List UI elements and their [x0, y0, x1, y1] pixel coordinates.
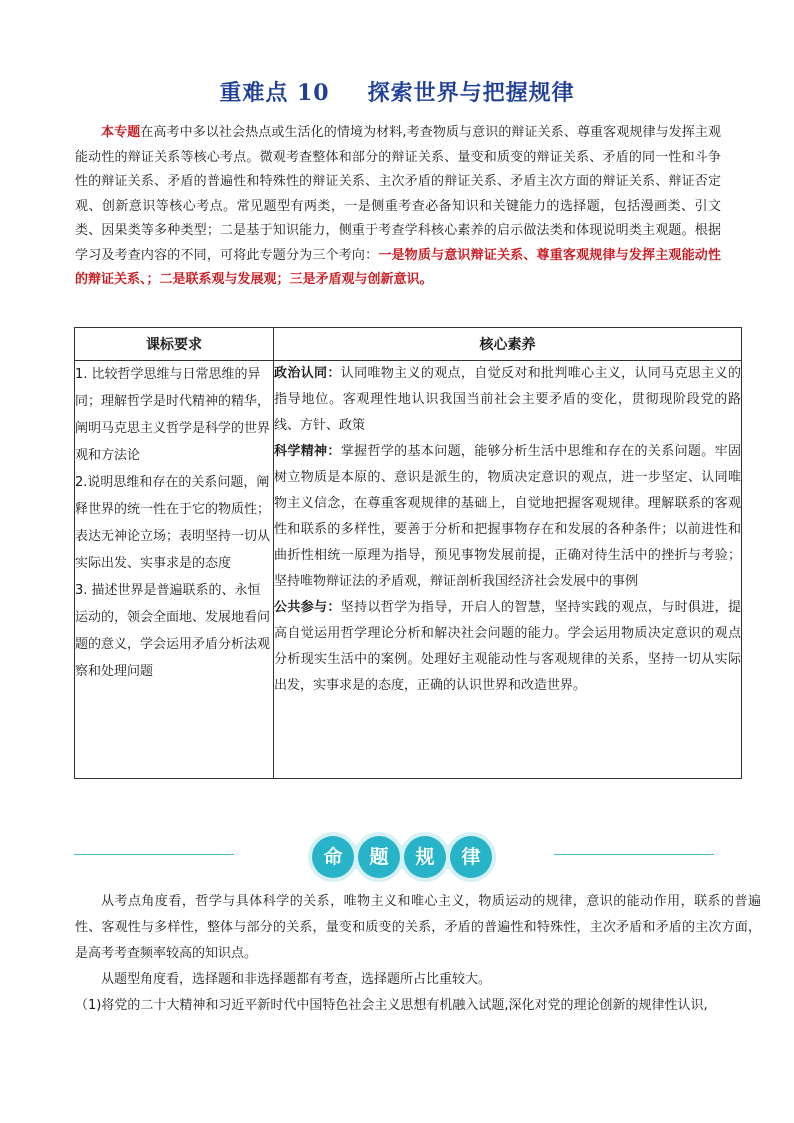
- literacy-text: 认同唯物主义的观点，自觉反对和批判唯心主义，认同马克思主义的指导地位。客观理性地认识我国当前社会主要矛盾的变化，贯彻现阶段党的路线、方针、政策: [274, 366, 741, 433]
- banner-char: 命: [312, 836, 354, 878]
- body-paragraph: （1)将党的二十大精神和习近平新时代中国特色社会主义思想有机融入试题,深化对党的理论创新的规律性认识,: [75, 998, 708, 1013]
- title-number: 重难点 10: [219, 80, 330, 106]
- literacy-label: 科学精神：: [274, 444, 341, 459]
- literacy-item: [274, 595, 741, 699]
- intro-body: 在高考中多以社会热点或生活化的情境为材料,考查物质与意识的辩证关系、尊重客观规律与发挥主观能动性的辩证关系等核心考点。微观考查整体和部分的辩证关系、量变和质变的辩证关系、矛盾的同一性和斗争性的辩证关系、矛盾的普遍性和特殊性的辩证关系、主次矛盾的辩证关系、矛盾主次方面的辩证关系、辩证否定观、创新意识等核心考点。常见题型有两类，一是侧重考查必备知识和关键能力的选择题，包括漫画类、引文类、因果类等多种类型；二是基于知识能力，侧重于考查学科核心素养的启示做法类和体现说明类主观题。根据学习及考查内容的不同，可将此专题分为三个考向：: [75, 125, 721, 263]
- curriculum-item: 2.说明思维和存在的关系问题，阐释世界的统一性在于它的物质性；表达无神论立场；表明坚持一切从实际出发、实事求是的态度: [75, 475, 271, 571]
- page-title: [0, 76, 794, 107]
- body-section: [75, 889, 761, 1019]
- intro-paragraph: [75, 121, 721, 293]
- banner-char: 律: [450, 836, 492, 878]
- body-paragraph: 从题型角度看，选择题和非选择题都有考查，选择题所占比重较大。: [101, 972, 492, 987]
- intro-emphasis: 一是物质与意识辩证关系、尊重客观规律与发挥主观能动性的辩证关系、；二是联系观与发展观；三是矛盾观与创新意识。: [75, 247, 721, 287]
- literacy-label: 政治认同：: [274, 366, 341, 381]
- banner-char: 规: [404, 836, 446, 878]
- literacy-text: 掌握哲学的基本问题，能够分析生活中思维和存在的关系问题。牢固树立物质是本原的、意识是派生的，物质决定意识的观点，进一步坚定、认同唯物主义信念，在尊重客观规律的基础上，自觉地把握客观规律。理解联系的客观性和联系的多样性，要善于分析和把握事物存在和发展的各种条件；以前进性和曲折性相统一原理为指导，预见事物发展前提，正确对待生活中的挫折与考验；坚持唯物辩证法的矛盾观，辩证剖析我国经济社会发展中的事例: [274, 444, 741, 589]
- literacy-item: [274, 439, 741, 595]
- curriculum-item: 3. 描述世界是普遍联系的、永恒运动的，领会全面地、发展地看问题的意义，学会运用矛盾分析法观察和处理问题: [75, 583, 271, 679]
- intro-lead: 本专题: [101, 125, 141, 140]
- header-curriculum: 课标要求: [75, 328, 274, 361]
- table-header-row: [75, 328, 742, 361]
- literacy-item: [274, 361, 741, 439]
- literacy-text: 坚持以哲学为指导，开启人的智慧，坚持实践的观点，与时俱进，提高自觉运用哲学理论分析和解决社会问题的能力。学会运用物质决定意识的观点分析现实生活中的案例。处理好主观能动性与客观规律的关系，坚持一切从实际出发，实事求是的态度，正确的认识世界和改造世界。: [274, 600, 741, 693]
- literacy-cell: [274, 361, 742, 779]
- header-literacy: 核心素养: [274, 328, 742, 361]
- body-paragraph: 从考点角度看，哲学与具体科学的关系，唯物主义和唯心主义，物质运动的规律，意识的能动作用，联系的普遍性、客观性与多样性，整体与部分的关系，量变和质变的关系，矛盾的普遍性和特殊性，主次矛盾和矛盾的主次方面，是高考考查频率较高的知识点。: [75, 894, 761, 961]
- banner-rule-right: [554, 854, 714, 855]
- section-banner: [0, 832, 794, 882]
- literacy-label: 公共参与：: [274, 600, 341, 615]
- banner-char: 题: [358, 836, 400, 878]
- standards-table: [74, 327, 742, 779]
- curriculum-item: 1. 比较哲学思维与日常思维的异同；理解哲学是时代精神的精华，阐明马克思主义哲学是科学的世界观和方法论: [75, 367, 271, 463]
- banner-badges: [308, 833, 494, 881]
- curriculum-cell: [75, 361, 274, 779]
- table-body-row: [75, 361, 742, 779]
- title-text: 探索世界与把握规律: [367, 80, 575, 106]
- banner-rule-left: [74, 854, 234, 855]
